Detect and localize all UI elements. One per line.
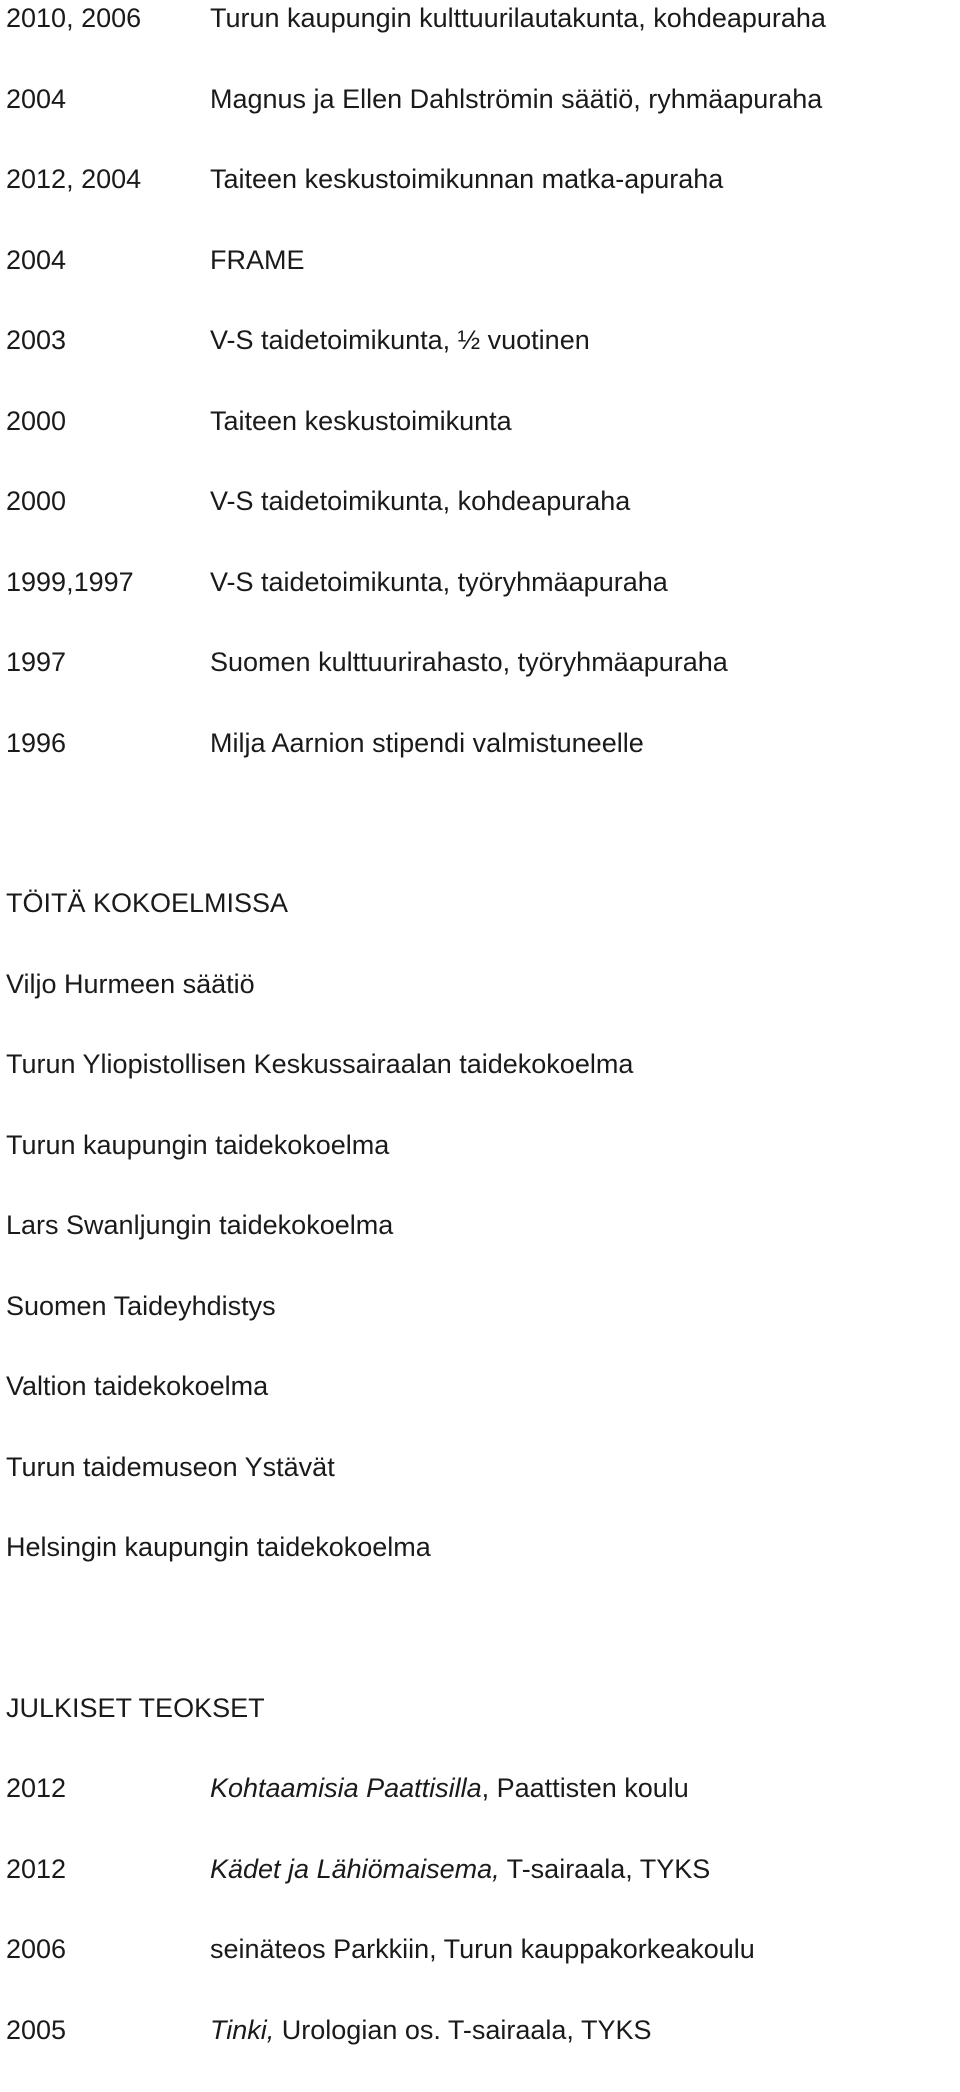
grant-description: Taiteen keskustoimikunta bbox=[210, 403, 954, 439]
grant-row bbox=[6, 564, 954, 645]
public-works-section bbox=[6, 1690, 954, 2092]
grant-years: 2010, 2006 bbox=[6, 0, 210, 36]
grant-description: V-S taidetoimikunta, työryhmäapuraha bbox=[210, 564, 954, 600]
public-work-row bbox=[6, 2012, 954, 2092]
grant-description: Milja Aarnion stipendi valmistuneelle bbox=[210, 725, 954, 761]
public-work-description bbox=[210, 1770, 954, 1806]
public-work-location: Urologian os. T-sairaala, TYKS bbox=[274, 2015, 651, 2045]
public-works-heading: JULKISET TEOKSET bbox=[6, 1690, 954, 1771]
collection-item: Turun taidemuseon Ystävät bbox=[6, 1449, 954, 1530]
grant-description: V-S taidetoimikunta, kohdeapuraha bbox=[210, 483, 954, 519]
public-work-title: Tinki, bbox=[210, 2015, 274, 2045]
grant-row bbox=[6, 161, 954, 242]
collection-item: Viljo Hurmeen säätiö bbox=[6, 966, 954, 1047]
grant-row bbox=[6, 725, 954, 806]
collection-item: Turun Yliopistollisen Keskussairaalan taidekokoelma bbox=[6, 1046, 954, 1127]
public-work-year: 2005 bbox=[6, 2012, 210, 2048]
public-work-title: Kädet ja Lähiömaisema, bbox=[210, 1854, 500, 1884]
public-work-location: seinäteos Parkkiin, Turun kauppakorkeakoulu bbox=[210, 1934, 755, 1964]
collections-section bbox=[6, 885, 954, 1610]
grant-row bbox=[6, 483, 954, 564]
grant-years: 1999,1997 bbox=[6, 564, 210, 600]
collection-item: Helsingin kaupungin taidekokoelma bbox=[6, 1529, 954, 1610]
grant-years: 2000 bbox=[6, 483, 210, 519]
grant-description: V-S taidetoimikunta, ½ vuotinen bbox=[210, 322, 954, 358]
public-work-row bbox=[6, 1770, 954, 1851]
collection-item: Lars Swanljungin taidekokoelma bbox=[6, 1207, 954, 1288]
collection-item: Valtion taidekokoelma bbox=[6, 1368, 954, 1449]
public-work-title: Kohtaamisia Paattisilla bbox=[210, 1773, 482, 1803]
grant-years: 2004 bbox=[6, 242, 210, 278]
public-work-row bbox=[6, 1851, 954, 1932]
section-spacer bbox=[6, 805, 954, 885]
grant-description: Suomen kulttuurirahasto, työryhmäapuraha bbox=[210, 644, 954, 680]
public-work-location: T-sairaala, TYKS bbox=[500, 1854, 711, 1884]
collection-item: Suomen Taideyhdistys bbox=[6, 1288, 954, 1369]
grant-description: FRAME bbox=[210, 242, 954, 278]
collection-item: Turun kaupungin taidekokoelma bbox=[6, 1127, 954, 1208]
grant-row bbox=[6, 0, 954, 81]
public-work-description bbox=[210, 2012, 954, 2048]
grant-row bbox=[6, 644, 954, 725]
grant-description: Magnus ja Ellen Dahlströmin säätiö, ryhmäapuraha bbox=[210, 81, 954, 117]
grants-list bbox=[6, 0, 954, 805]
grant-years: 2012, 2004 bbox=[6, 161, 210, 197]
grant-row bbox=[6, 322, 954, 403]
grant-row bbox=[6, 242, 954, 323]
public-work-description bbox=[210, 1851, 954, 1887]
grant-years: 1997 bbox=[6, 644, 210, 680]
public-work-year: 2012 bbox=[6, 1770, 210, 1806]
public-work-year: 2006 bbox=[6, 1931, 210, 1967]
grant-years: 2003 bbox=[6, 322, 210, 358]
cv-page bbox=[6, 0, 954, 2092]
grant-row bbox=[6, 403, 954, 484]
grant-description: Turun kaupungin kulttuurilautakunta, kohdeapuraha bbox=[210, 0, 954, 36]
grant-years: 1996 bbox=[6, 725, 210, 761]
collections-heading: TÖITÄ KOKOELMISSA bbox=[6, 885, 954, 966]
grant-row bbox=[6, 81, 954, 162]
grant-description: Taiteen keskustoimikunnan matka-apuraha bbox=[210, 161, 954, 197]
grant-years: 2004 bbox=[6, 81, 210, 117]
public-work-year: 2012 bbox=[6, 1851, 210, 1887]
grant-years: 2000 bbox=[6, 403, 210, 439]
public-work-description bbox=[210, 1931, 954, 1967]
section-spacer bbox=[6, 1610, 954, 1690]
public-work-location: , Paattisten koulu bbox=[482, 1773, 689, 1803]
public-work-row bbox=[6, 1931, 954, 2012]
